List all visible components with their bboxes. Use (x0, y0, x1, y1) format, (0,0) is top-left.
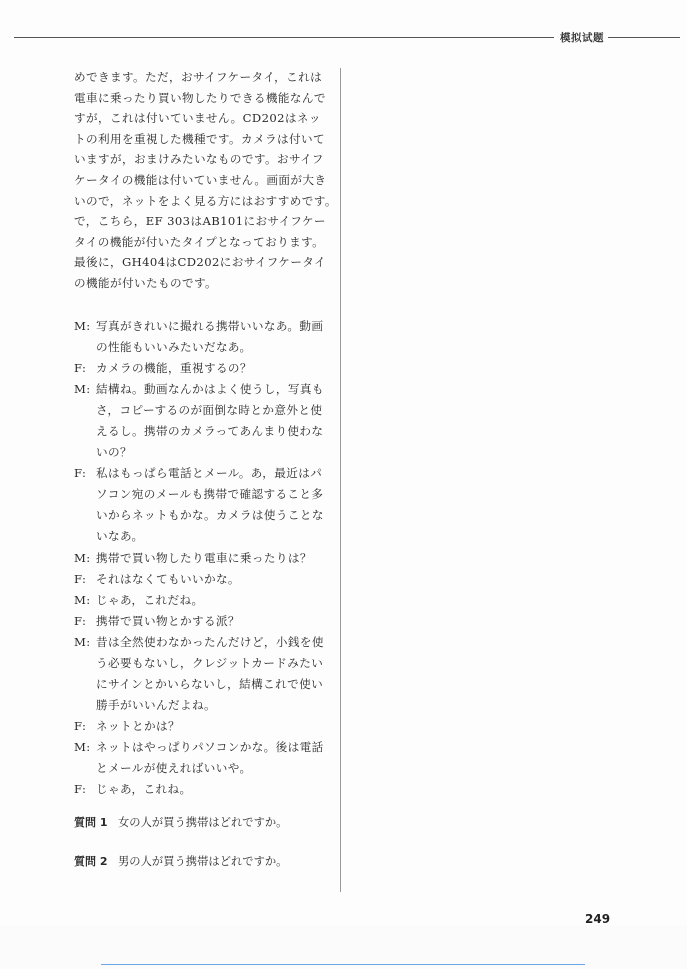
speaker-label: F: (74, 718, 87, 733)
dialogue-line (74, 400, 339, 421)
text-line: 電車に乗ったり買い物したりできる機能なんで (74, 90, 326, 105)
dialogue (74, 316, 339, 800)
speaker-label: F: (74, 361, 87, 376)
question-text: 女の人が買う携帯はどれですか。 (118, 816, 288, 829)
dialogue-text: 携帯で買い物したり電車に乗ったりは？ (96, 550, 312, 565)
viewer-divider (101, 964, 585, 965)
dialogue-text: えるし。携帯のカメラってあんまり使わな (96, 424, 324, 439)
dialogue-line (74, 632, 339, 653)
text-line: めできます。ただ，おサイフケータイ，これは (74, 70, 323, 84)
dialogue-line (74, 442, 339, 463)
header-rule (14, 37, 554, 38)
section-title: 模拟试题 (560, 32, 604, 44)
dialogue-line (74, 484, 339, 505)
dialogue-text: 勝手がいいんだよね。 (96, 697, 216, 712)
text-line: いので，ネットをよく見る方にはおすすめです。 (74, 193, 337, 208)
dialogue-line (74, 716, 339, 737)
speaker-label: M: (74, 382, 91, 397)
speaker-label: F: (74, 782, 87, 797)
questions (74, 812, 287, 890)
dialogue-text: カメラの機能，重視するの？ (96, 361, 252, 376)
dialogue-text: とメールが使えればいいや。 (96, 760, 252, 775)
text-line: で，こちら，EF 303はAB101におサイフケー (74, 214, 326, 229)
dialogue-text: それはなくてもいいかな。 (96, 571, 240, 586)
dialogue-line (74, 421, 339, 442)
dialogue-text: ソコン宛のメールも携帯で確認すること多 (96, 487, 324, 502)
dialogue-line (74, 337, 339, 358)
speaker-label: F: (74, 613, 87, 628)
dialogue-line (74, 779, 339, 800)
dialogue-line (74, 758, 339, 779)
dialogue-text: 携帯で買い物とかする派？ (96, 613, 240, 628)
dialogue-line (74, 611, 339, 632)
dialogue-line (74, 737, 339, 758)
speaker-label: M: (74, 550, 91, 565)
text-line: の機能が付いたものです。 (74, 275, 217, 290)
speaker-label: F: (74, 571, 87, 586)
dialogue-line (74, 674, 339, 695)
dialogue-line (74, 569, 339, 590)
dialogue-text: さ，コピーするのが面倒な時とか意外と使 (96, 403, 323, 418)
page-number: 249 (585, 912, 611, 923)
dialogue-text: いなあ。 (96, 529, 144, 544)
dialogue-text: じゃあ，これだね。 (96, 592, 204, 607)
column-divider (340, 68, 341, 892)
text-line: タイの機能が付いたタイプとなっております。 (74, 234, 325, 249)
dialogue-text: にサインとかいらないし，結構これで使い (96, 676, 324, 691)
dialogue-line (74, 590, 339, 611)
dialogue-text: 昔は全然使わなかったんだけど，小銭を使 (96, 634, 324, 649)
text-line: すが，これは付いていません。CD202はネッ (74, 111, 321, 126)
dialogue-text: 結構ね。動画なんかはよく使うし，写真も (96, 382, 324, 397)
speaker-label: M: (74, 634, 91, 649)
dialogue-line (74, 526, 339, 547)
dialogue-line (74, 463, 339, 484)
question-label: 質問 2 (74, 855, 108, 868)
speaker-label: M: (74, 739, 91, 754)
question-1 (74, 812, 287, 851)
dialogue-line (74, 505, 339, 526)
narration-paragraph (74, 67, 339, 294)
dialogue-text: いの？ (96, 445, 132, 460)
speaker-label: F: (74, 466, 87, 481)
dialogue-line (74, 379, 339, 400)
text-line: ケータイの機能は付いていません。画面が大き (74, 172, 327, 187)
dialogue-text: の性能もいいみたいだなあ。 (96, 340, 252, 355)
question-text: 男の人が買う携帯はどれですか。 (118, 855, 288, 868)
dialogue-text: じゃあ，これね。 (96, 782, 192, 797)
header-rule (608, 37, 680, 38)
dialogue-text: ネットはやっぱりパソコンかな。後は電話 (96, 739, 324, 754)
text-line: いますが，おまけみたいなものです。おサイフ (74, 152, 324, 167)
text-line: 最後に，GH404はCD202におサイフケータイ (74, 255, 326, 270)
dialogue-line (74, 358, 339, 379)
text-line: トの利用を重視した機種です。カメラは付いて (74, 131, 325, 146)
dialogue-line (74, 548, 339, 569)
dialogue-text: いからネットもかな。カメラは使うことな (96, 508, 324, 523)
dialogue-line (74, 695, 339, 716)
dialogue-text: う必要もないし，クレジットカードみたい (96, 655, 324, 670)
dialogue-line (74, 316, 339, 337)
speaker-label: M: (74, 319, 91, 333)
dialogue-text: ネットとかは？ (96, 718, 180, 733)
dialogue-text: 写真がきれいに撮れる携帯いいなあ。動画 (96, 319, 324, 333)
question-label: 質問 1 (74, 816, 108, 829)
speaker-label: M: (74, 592, 91, 607)
dialogue-text: 私はもっぱら電話とメール。あ，最近はパ (96, 466, 323, 481)
question-2 (74, 851, 287, 890)
dialogue-line (74, 653, 339, 674)
